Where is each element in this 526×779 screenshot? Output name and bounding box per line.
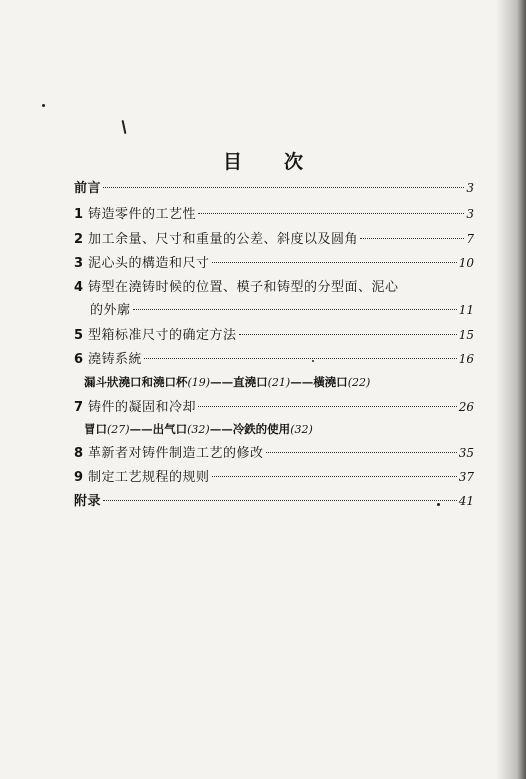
- toc-entry-appendix[interactable]: [74, 491, 474, 511]
- dot-leader: [198, 406, 457, 407]
- toc-label: 型箱标准尺寸的确定方法: [88, 328, 237, 343]
- subentry-text: ——出气口: [129, 422, 188, 436]
- subentry-text: ——直澆口: [210, 375, 268, 389]
- toc-number: 2: [74, 232, 84, 247]
- toc-page-number: 3: [466, 181, 474, 195]
- toc-label: 附录: [74, 494, 102, 509]
- toc-entry-4[interactable]: [74, 278, 474, 298]
- toc-page-number: 10: [458, 256, 474, 270]
- subentry-text: 漏斗狀澆口和澆口杯: [84, 375, 188, 389]
- toc-entry-1[interactable]: [74, 204, 474, 224]
- subentry-page: (32): [187, 423, 210, 436]
- toc-entry-6[interactable]: [74, 349, 474, 369]
- dot-leader: [144, 358, 457, 359]
- toc-page-number: 26: [458, 400, 474, 414]
- toc-number: 9: [74, 470, 84, 485]
- toc-label: 加工余量、尺寸和重量的公差、斜度以及圆角: [88, 232, 359, 247]
- dot-leader: [133, 309, 457, 310]
- subentry-page: (27): [107, 423, 130, 436]
- toc-number: 3: [74, 256, 84, 271]
- subentry-page: (21): [267, 376, 291, 389]
- dot-leader: [360, 238, 464, 239]
- toc-entry-5[interactable]: [74, 325, 474, 345]
- toc-number: 8: [74, 446, 84, 461]
- toc-subentries-6: [84, 373, 370, 392]
- toc-label: 铸造零件的工艺性: [88, 207, 197, 222]
- toc-entry-4-continued[interactable]: [90, 300, 474, 320]
- dot-leader: [212, 262, 457, 263]
- page-title: [0, 147, 526, 174]
- toc-number: 1: [74, 207, 84, 222]
- dot-leader: [198, 213, 464, 214]
- toc-label: 制定工艺规程的规则: [88, 470, 210, 485]
- dot-leader: [103, 187, 464, 188]
- subentry-text: 冒口: [84, 422, 107, 436]
- toc-page-number: 15: [458, 328, 474, 342]
- toc-page-number: 16: [458, 352, 474, 366]
- toc-number: 6: [74, 352, 84, 367]
- toc-page-number: 37: [458, 470, 474, 484]
- toc-page-number: 7: [466, 232, 474, 246]
- toc-label: 泥心头的構造和尺寸: [88, 256, 210, 271]
- toc-label-continued: 的外廓: [90, 303, 131, 318]
- dot-leader: [103, 500, 457, 501]
- subentry-page: (32): [290, 423, 313, 436]
- subentry-page: (19): [187, 376, 211, 389]
- dot-leader: [266, 452, 457, 453]
- toc-entry-9[interactable]: [74, 467, 474, 487]
- toc-entry-2[interactable]: [74, 229, 474, 249]
- toc-label: 澆铸系統: [88, 352, 143, 367]
- page-edge-shadow: [496, 0, 526, 779]
- scan-speck: [122, 120, 127, 134]
- title-char-2: 次: [284, 151, 304, 173]
- toc-label: 前言: [74, 181, 102, 196]
- toc-number: 7: [74, 400, 84, 415]
- dot-leader: [239, 334, 457, 335]
- toc-entry-3[interactable]: [74, 253, 474, 273]
- toc-label: 革新者对铸件制造工艺的修改: [88, 446, 264, 461]
- toc-page-number: 41: [458, 494, 474, 508]
- toc-label: 铸型在澆铸时候的位置、模子和铸型的分型面、泥心: [88, 280, 399, 295]
- toc-number: 4: [74, 280, 84, 295]
- toc-page-number: 3: [466, 207, 474, 221]
- toc-label: 铸件的凝固和冷却: [88, 400, 197, 415]
- title-char-1: 目: [222, 151, 242, 173]
- toc-subentries-7: [84, 420, 313, 439]
- toc-page-number: 11: [458, 303, 474, 317]
- toc-page-number: 35: [458, 446, 474, 460]
- toc-entry-7[interactable]: [74, 397, 474, 417]
- subentry-text: ——冷鉄的使用: [209, 422, 291, 436]
- toc-entry-preface[interactable]: [74, 178, 474, 198]
- toc-number: 5: [74, 328, 84, 343]
- toc-entry-8[interactable]: [74, 443, 474, 463]
- scan-speck: [42, 104, 45, 107]
- dot-leader: [212, 476, 457, 477]
- subentry-page: (22): [347, 376, 371, 389]
- subentry-text: ——橫澆口: [290, 375, 348, 389]
